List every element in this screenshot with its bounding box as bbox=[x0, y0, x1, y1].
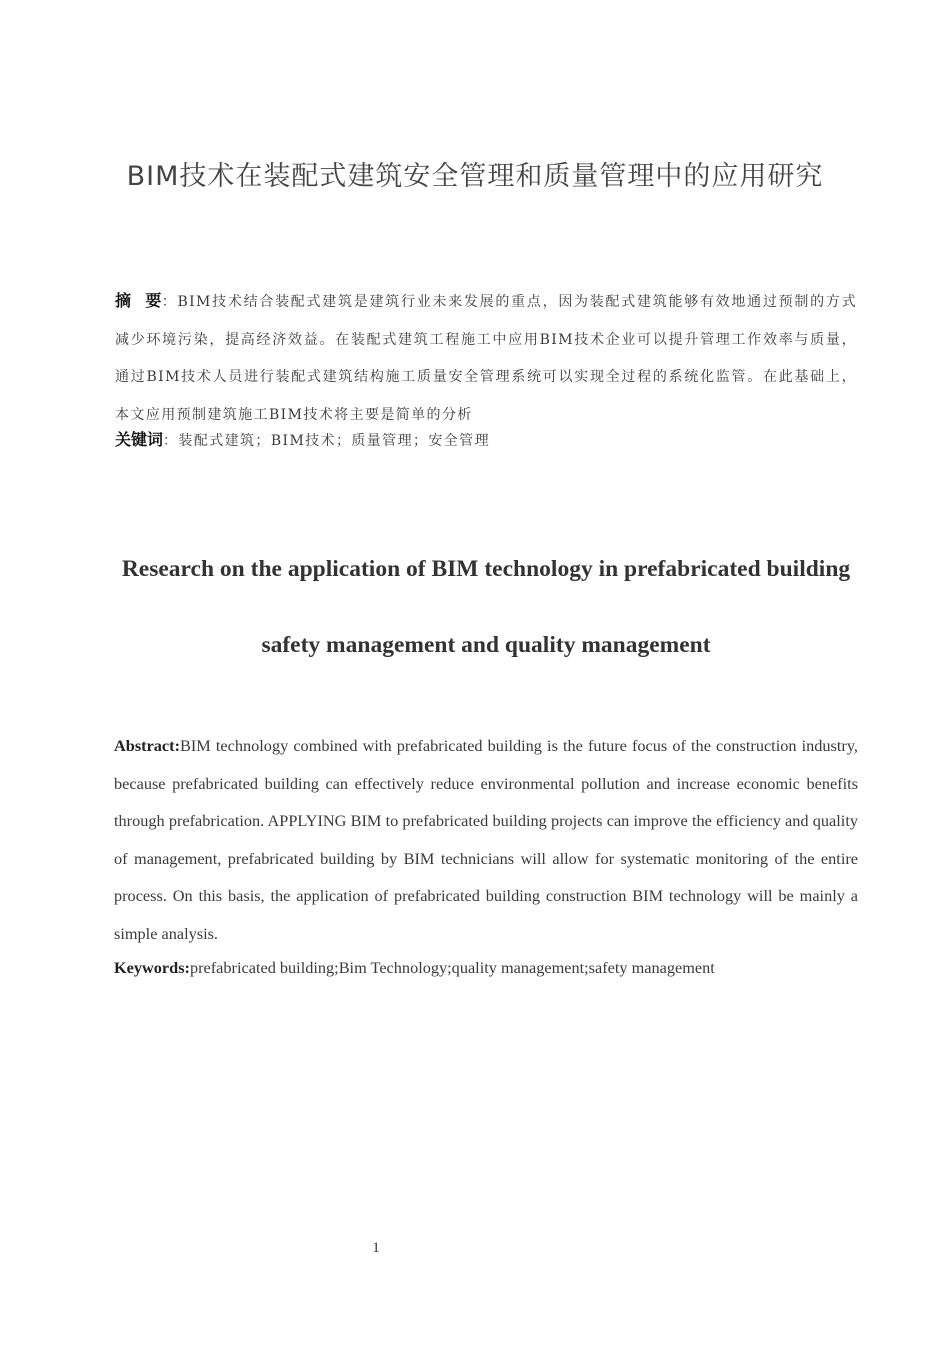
chinese-abstract-label: 摘要 bbox=[115, 291, 162, 310]
chinese-abstract bbox=[115, 282, 857, 434]
chinese-title: BIM技术在装配式建筑安全管理和质量管理中的应用研究 bbox=[126, 161, 824, 192]
chinese-abstract-text: BIM技术结合装配式建筑是建筑行业未来发展的重点，因为装配式建筑能够有效地通过预制的方式减少环境污染，提高经济效益。在装配式建筑工程施工中应用BIM技术企业可以提升管理工作效率与质量，通过BIM技术人员进行装配式建筑结构施工质量安全管理系统可以实现全过程的系统化监管。在此基础上，本文应用预制建筑施工BIM技术将主要是简单的分析 bbox=[115, 294, 857, 423]
page-number: 1 bbox=[372, 1240, 380, 1256]
chinese-keywords-colon: ： bbox=[163, 433, 179, 449]
english-abstract bbox=[114, 727, 858, 953]
english-title-line-1: Research on the application of BIM technology in prefabricated building bbox=[121, 556, 851, 582]
english-abstract-text: BIM technology combined with prefabricated building is the future focus of the construction industry, because prefabricated building can effectively reduce environmental pollution and increase economic benefits through prefabrication. APPLYING BIM to prefabricated building projects can improve the efficiency and quality of management, prefabricated building by BIM technicians will allow for systematic monitoring of the entire process. On this basis, the application of prefabricated building construction BIM technology will be mainly a simple analysis. bbox=[114, 736, 858, 943]
chinese-keywords-text: 装配式建筑；BIM技术；质量管理；安全管理 bbox=[178, 433, 490, 449]
english-keywords-text: prefabricated building;Bim Technology;quality management;safety management bbox=[189, 958, 715, 977]
english-title bbox=[100, 531, 872, 683]
chinese-keywords bbox=[115, 425, 857, 456]
english-abstract-label: Abstract: bbox=[114, 736, 181, 755]
chinese-keywords-label: 关键词 bbox=[115, 430, 164, 449]
chinese-abstract-colon: ： bbox=[161, 294, 178, 310]
english-keywords bbox=[114, 955, 858, 981]
english-keywords-label: Keywords: bbox=[114, 958, 190, 977]
english-title-line-2: safety management and quality management bbox=[261, 632, 711, 658]
